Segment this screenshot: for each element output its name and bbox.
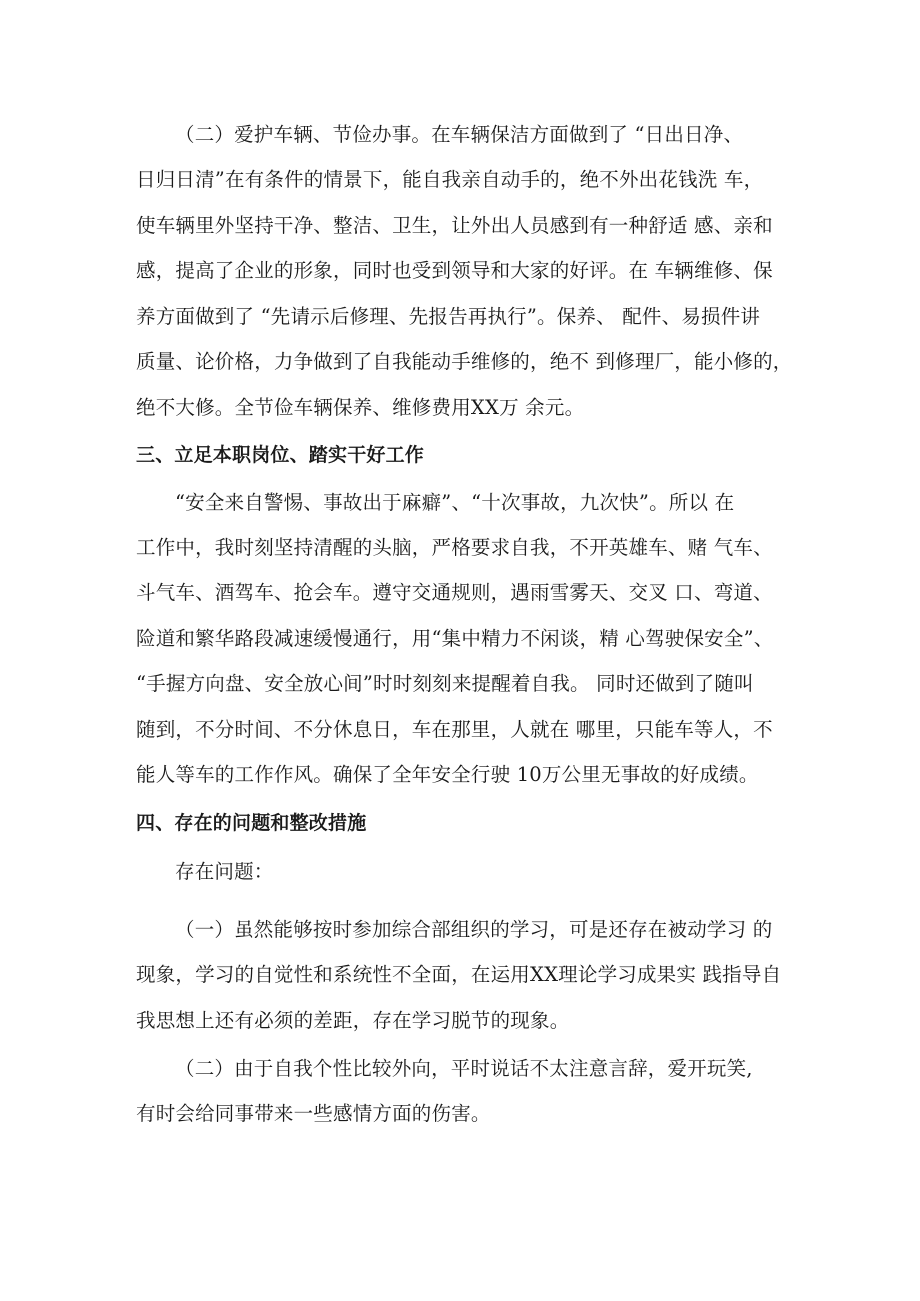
- paragraph-line: 日归日清”在有条件的情景下，能自我亲自动手的，绝不外出花钱洗 车，: [136, 168, 764, 191]
- paragraph-line: 使车辆里外坚持干净、整洁、卫生，让外出人员感到有一种舒适 感、亲和: [136, 214, 773, 237]
- problems-label: 存在问题：: [175, 860, 274, 883]
- section-heading-3: 三、立足本职岗位、踏实干好工作: [136, 444, 425, 466]
- paragraph-line: 现象，学习的自觉性和系统性不全面，在运用XX理论学习成果实 践指导自: [136, 963, 782, 986]
- section-heading-4: 四、存在的问题和整改措施: [136, 812, 367, 834]
- paragraph-line: 养方面做到了 “先请示后修理、先报告再执行”。保养、 配件、易损件讲: [136, 305, 761, 328]
- paragraph-line: （二）爱护车辆、节俭办事。在车辆保洁方面做到了 “日出日净、: [175, 123, 744, 146]
- paragraph-line: 工作中，我时刻坚持清醒的头脑，严格要求自我，不开英雄车、赌 气车、: [136, 536, 773, 559]
- paragraph-line: 有时会给同事带来一些感情方面的伤害。: [136, 1102, 491, 1125]
- paragraph-line: 随到，不分时间、不分休息日，车在那里，人就在 哪里，只能车等人，不: [136, 718, 773, 741]
- paragraph-line: “安全来自警惕、事故出于麻癖”、“十次事故，九次快”。所以 在: [175, 491, 735, 514]
- paragraph-line: 质量、论价格，力争做到了自我能动手维修的，绝不 到修理厂，能小修的，: [136, 350, 793, 373]
- paragraph-line: 感，提高了企业的形象，同时也受到领导和大家的好评。在 车辆维修、保: [136, 259, 773, 282]
- paragraph-line: 能人等车的工作作风。确保了全年安全行驶 10万公里无事故的好成绩。: [136, 763, 759, 786]
- paragraph-line: 险道和繁华路段减速缓慢通行，用“集中精力不闲谈，精 心驾驶保安全”、: [136, 627, 774, 650]
- paragraph-line: 我思想上还有必须的差距，存在学习脱节的现象。: [136, 1009, 570, 1032]
- paragraph-line: 绝不大修。全节俭车辆保养、维修费用XX万 余元。: [136, 396, 585, 419]
- paragraph-line: （一）虽然能够按时参加综合部组织的学习，可是还存在被动学习 的: [175, 918, 773, 941]
- paragraph-line: （二）由于自我个性比较外向，平时说话不太注意言辞，爱开玩笑,: [175, 1057, 753, 1080]
- paragraph-line: “手握方向盘、安全放心间”时时刻刻来提醒着自我。 同时还做到了随叫: [136, 672, 754, 695]
- paragraph-line: 斗气车、酒驾车、抢会车。遵守交通规则，遇雨雪雾天、交叉 口、弯道、: [136, 581, 773, 604]
